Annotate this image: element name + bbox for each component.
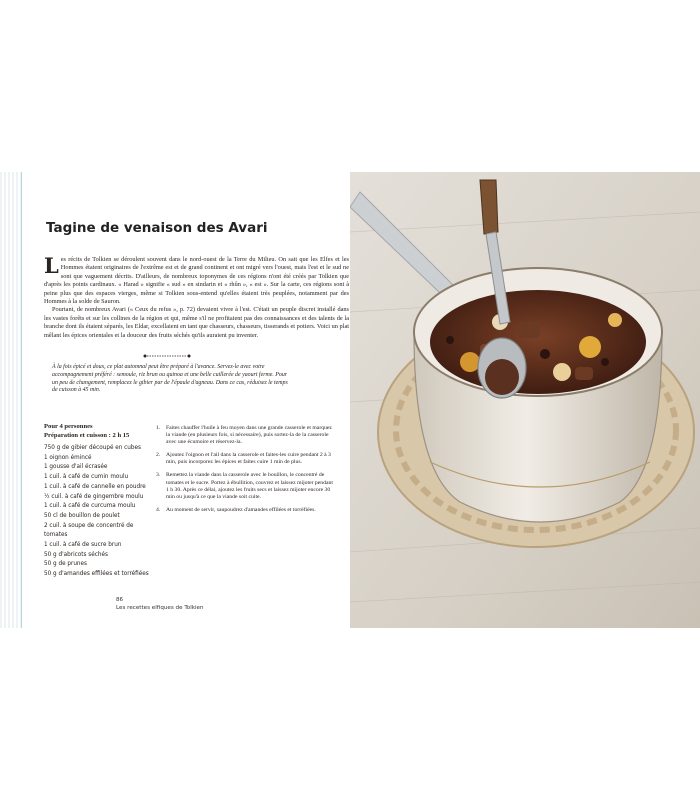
ingredient-item: 50 cl de bouillon de poulet <box>44 512 120 519</box>
step-text: Au moment de servir, saupoudrez d'amandes effilées et torréfiées. <box>166 506 316 513</box>
method-steps <box>156 425 336 520</box>
step-text: Remettez la viande dans la casserole avec le bouillon, le concentré de tomates et le sucre. Portez à ébullition, couvrez et laissez mijoter pendant 1 h 30. Après ce délai, ajoutez les fruits secs et laissez mijoter encore 30 min ou jusqu'à ce que la viande soit cuite. <box>166 472 333 500</box>
step-number: 1. <box>156 425 161 431</box>
step-number: 3. <box>156 472 161 479</box>
recipe-photo <box>350 172 700 628</box>
stew-pot-illustration <box>350 172 700 628</box>
method-step <box>156 452 336 466</box>
ingredient-item: 1 gousse d'ail écrasée <box>44 464 108 471</box>
ingredient-item: 1 cuil. à café de cannelle en poudre <box>44 483 146 490</box>
ingredient-item: 1 cuil. à café de sucre brun <box>44 542 122 549</box>
method-step <box>156 425 336 446</box>
ingredient-item: 1 oignon émincé <box>44 454 92 461</box>
ingredients-list <box>44 444 164 580</box>
page-binding-edge <box>0 172 24 628</box>
intro-paragraph-2: Pourtant, de nombreux Avari (« Ceux du refus », p. 72) devaient vivre à l'est. C'était un peuple discret installé dans les vastes forêts et sur les collines de la région et qui, même s'il ne profitaient pas des connaissances et des talents de la branche dont ils étaient séparés, les Eldar, excellaient en tant que chasseurs, chasseurs, tisserands et potiers. Voici un plat mêlant les épices orientales et la douceur des fruits séchés qu'ils auraient pu inventer. <box>44 306 349 339</box>
ornament-divider <box>142 352 192 360</box>
method-step <box>156 472 336 500</box>
book-title: Les recettes elfiques de Tolkien <box>116 605 204 611</box>
prep-time: Préparation et cuisson : 2 h 15 <box>44 432 130 439</box>
ingredient-item: 1 cuil. à café de cumin moulu <box>44 474 129 481</box>
recipe-note: À la fois épicé et doux, ce plat automnal peut être préparé à l'avance. Servez-le avec votre accompagnement préféré : semoule, riz brun ou quinoa et une belle cuillerée de yaourt ferme. Pour un peu de changement, remplacez le gibier par de l'épaule d'agneau. Dans ce cas, réduisez le temps de cuisson à 45 min. <box>52 364 288 394</box>
ingredient-item: tomates <box>44 532 68 539</box>
servings: Pour 4 personnes <box>44 423 93 430</box>
ingredient-item: 50 g de prunes <box>44 561 88 568</box>
ingredient-item: 50 g d'abricots séchés <box>44 551 108 558</box>
recipe-title: Tagine de venaison des Avari <box>46 220 268 236</box>
ingredient-item: 750 g de gibier découpé en cubes <box>44 445 141 451</box>
recipe-intro <box>44 253 349 340</box>
step-text: Faites chauffer l'huile à feu moyen dans une grande casserole et marquez la viande (en plusieurs fois, si nécessaire), puis sortez-la de la casserole avec une écumoire et réservez-la. <box>166 425 332 446</box>
ingredient-item: 50 g d'amandes effilées et torréfiées <box>44 571 149 578</box>
stew <box>430 290 646 394</box>
ingredient-item: 2 cuil. à soupe de concentré de <box>44 522 134 529</box>
intro-paragraph-1 <box>44 253 349 306</box>
intro-text-1: es récits de Tolkien se déroulent souvent dans le nord-ouest de la Terre du Milieu. On sait que les Elfes et les Hommes étaient originaires de l'extrême est et de grand continent et ont migré vers l'ouest, mais l'est et le sud ne sont que vaguement décrits. D'ailleurs, de nombreux toponymes de ces régions n'ont été créés par Tolkien que d'après les points cardinaux. « Harad » signifie « sud » en sindarin et « rhûn », « est ». Sur la carte, ces régions sont à peine plus que des espaces vierges, même si Tolkien sous-entend qu'elles étaient très peuplées, notamment par des Hommes à la solde de Sauron. <box>44 256 349 306</box>
ingredient-item: 1 cuil. à café de curcuma moulu <box>44 503 136 510</box>
ingredient-item: ½ cuil. à café de gingembre moulu <box>44 493 144 500</box>
servings-block <box>44 422 129 440</box>
step-text: Ajoutez l'oignon et l'ail dans la casserole et faites-les cuire pendant 2 à 3 min, puis incorporez les épices et faites cuire 1 min de plus. <box>166 452 331 466</box>
drop-cap: L <box>44 253 59 278</box>
page-footer <box>116 596 204 612</box>
page-number: 86 <box>116 597 124 603</box>
ladle-stew <box>485 359 519 395</box>
step-number: 2. <box>156 452 161 459</box>
book-spread <box>0 172 700 628</box>
method-step <box>156 507 336 514</box>
step-number: 4. <box>156 506 161 513</box>
recipe-page <box>24 172 350 628</box>
